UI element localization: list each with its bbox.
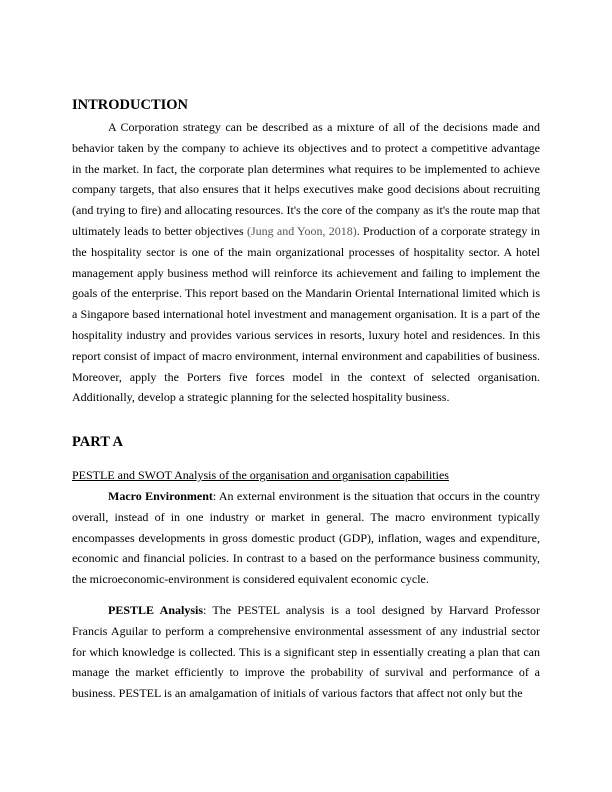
citation-jung-yoon: (Jung and Yoon, 2018) — [246, 223, 357, 238]
part-a-heading: PART A — [72, 434, 123, 450]
pestle-analysis-label: PESTLE Analysis — [108, 603, 204, 617]
macro-environment-text: : An external environment is the situation that occurs in the country overall, instead of in one industry or market in general. The macro environment typically encompasses developments in gross domestic product (GDP), inflation, wages and expenditure, economic and financial policies. In contrast to a based on the performance business community, the microeconomic-environment is considered equivalent economic cycle. — [72, 489, 540, 587]
introduction-text-end: . Production of a corporate strategy in the hospitality sector is one of the main organizational processes of hospitality sector. A hotel management apply business method will reinforce its achievement and failing to implement the goals of the enterprise. This report based on the Mandarin Oriental International limited which is a Singapore based international hotel investment and management organisation. It is a part of the hospitality industry and provides various services in resorts, luxury hotel and residences. In this report consist of impact of macro environment, internal environment and capabilities of business. Moreover, apply the Porters five forces model in the context of selected organisation. Additionally, develop a strategic planning for the selected hospitality business. — [72, 223, 540, 405]
pestle-swot-subheading: PESTLE and SWOT Analysis of the organisation and organisation capabilities — [72, 468, 449, 482]
macro-environment-label: Macro Environment — [108, 489, 213, 503]
pestle-analysis-text: : The PESTEL analysis is a tool designed by Harvard Professor Francis Aguilar to perform a comprehensive environmental assessment of any industrial sector for which knowledge is collected. This is a significant step in essentially creating a plan that can manage the market efficiently to improve the probability of survival and performance of a business. PESTEL is an amalgamation of initials of various factors that affect not only but the — [72, 603, 540, 701]
introduction-paragraph — [72, 117, 540, 408]
introduction-text-start: A Corporation strategy can be described as a mixture of all of the decisions made and behavior taken by the company to achieve its objectives and to protect a competitive advantage in the market. In fact, the corporate plan determines what requires to be implemented to achieve company targets, that also ensures that it helps executives make good decisions about recruiting (and trying to fire) and allocating resources. It's the core of the company as it's the route map that ultimately leads to better objectives — [72, 120, 540, 238]
macro-environment-paragraph — [72, 486, 540, 590]
pestle-analysis-paragraph — [72, 600, 540, 704]
introduction-heading: INTRODUCTION — [72, 97, 189, 113]
